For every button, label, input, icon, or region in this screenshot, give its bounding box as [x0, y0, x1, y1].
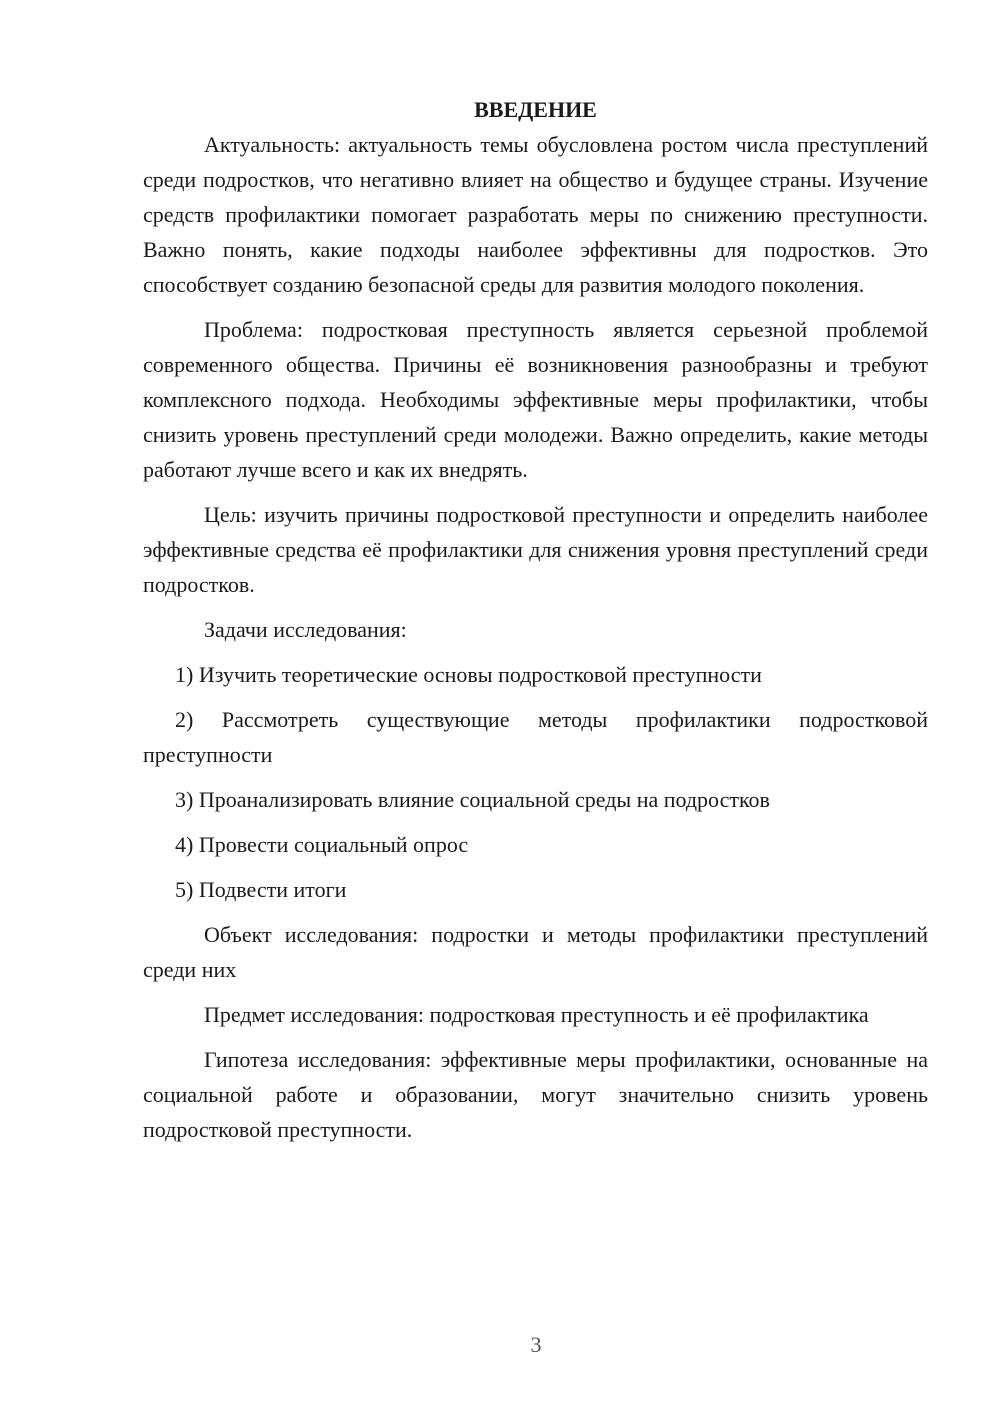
page-number: 3	[530, 1332, 542, 1357]
task-item-2: 2) Рассмотреть существующие методы профилактики подростковой преступности	[143, 707, 928, 767]
task-item-4: 4) Провести социальный опрос	[175, 832, 469, 857]
document-page	[143, 92, 928, 1157]
section-heading: ВВЕДЕНИЕ	[474, 97, 597, 122]
paragraph-object: Объект исследования: подростки и методы профилактики преступлений среди них	[143, 922, 928, 982]
paragraph-hypothesis: Гипотеза исследования: эффективные меры профилактики, основанные на социальной работе и образовании, могут значительно снизить уровень подростковой преступности.	[143, 1047, 928, 1142]
task-item-3: 3) Проанализировать влияние социальной среды на подростков	[175, 787, 770, 812]
task-item-5: 5) Подвести итоги	[175, 877, 347, 902]
paragraph-problem: Проблема: подростковая преступность является серьезной проблемой современного общества. Причины её возникновения разнообразны и требуют комплексного подхода. Необходимы эффективные меры профилактики, чтобы снизить уровень преступлений среди молодежи. Важно определить, какие методы работают лучше всего и как их внедрять.	[143, 317, 928, 482]
paragraph-subject: Предмет исследования: подростковая преступность и её профилактика	[204, 1002, 869, 1027]
task-item-1: 1) Изучить теоретические основы подростковой преступности	[175, 662, 762, 687]
paragraph-relevance: Актуальность: актуальность темы обусловлена ростом числа преступлений среди подростков, что негативно влияет на общество и будущее страны. Изучение средств профилактики помогает разработать меры по снижению преступности. Важно понять, какие подходы наиболее эффективны для подростков. Это способствует созданию безопасной среды для развития молодого поколения.	[143, 132, 928, 297]
tasks-heading: Задачи исследования:	[204, 617, 407, 642]
paragraph-goal: Цель: изучить причины подростковой преступности и определить наиболее эффективные средства её профилактики для снижения уровня преступлений среди подростков.	[143, 502, 928, 597]
